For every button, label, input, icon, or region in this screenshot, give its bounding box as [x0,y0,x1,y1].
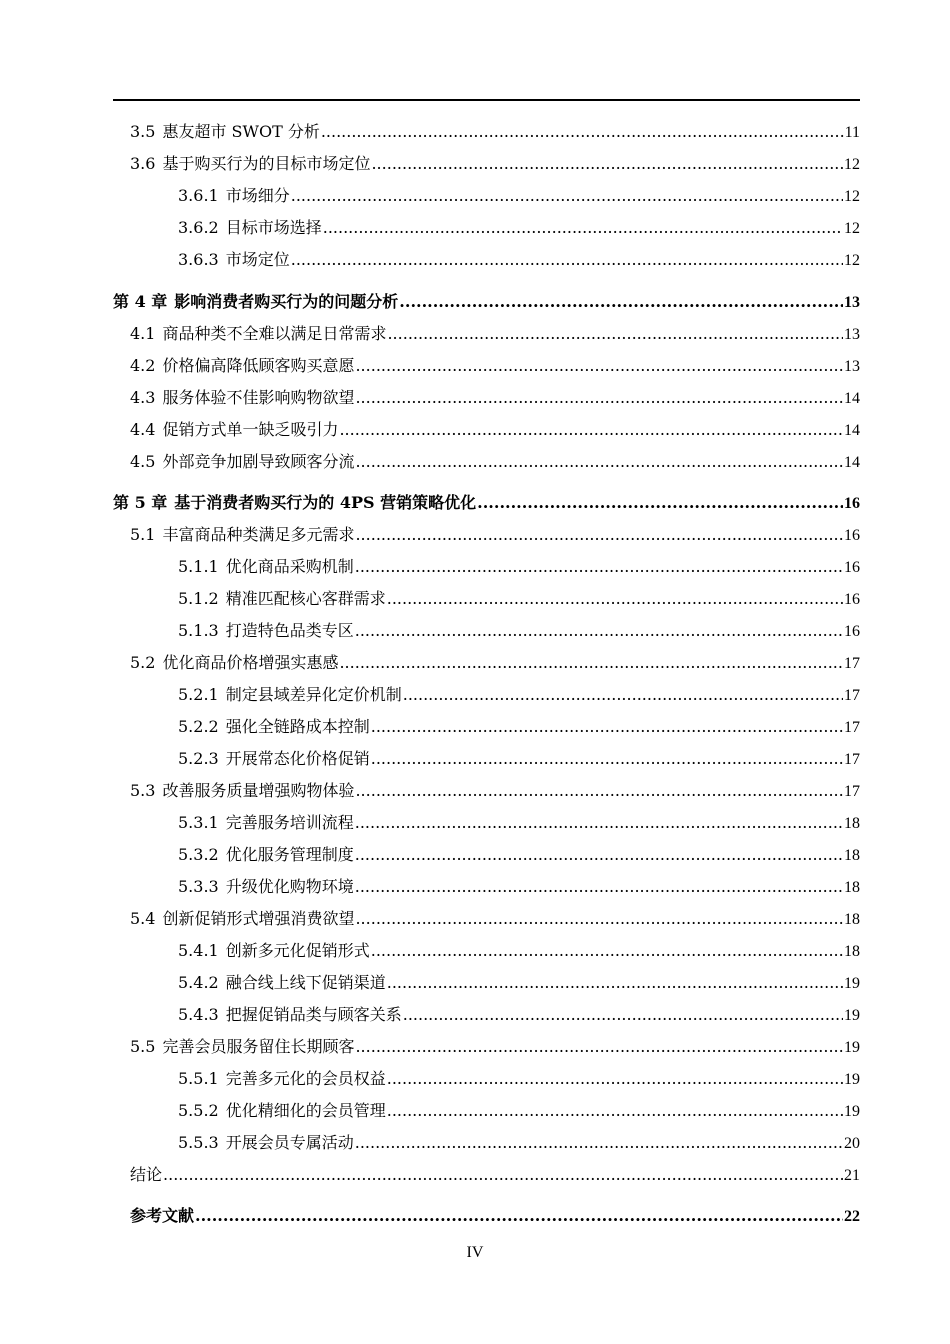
toc-entry-page: 18 [844,815,860,832]
toc-entry-number: 5.4 [130,909,156,928]
toc-entry[interactable] [130,653,860,674]
dot-leader [387,1069,843,1089]
toc-entry-page: 12 [844,188,860,205]
toc-entry-title: 强化全链路成本控制 [225,717,370,736]
dot-leader [355,813,843,833]
toc-entry[interactable] [178,1133,860,1154]
toc-entry[interactable] [178,845,860,866]
dot-leader [323,218,843,238]
toc-entry[interactable] [130,420,860,441]
toc-entry-page: 17 [844,751,860,768]
toc-entry-title: 完善多元化的会员权益 [225,1069,386,1088]
toc-entry-title: 打造特色品类专区 [225,621,354,640]
toc-entry-title: 优化精细化的会员管理 [225,1101,386,1120]
dot-leader [387,973,843,993]
dot-leader [355,356,843,376]
toc-entry[interactable] [130,356,860,377]
dot-leader [355,557,843,577]
toc-entry-number: 5.3.1 [178,813,219,832]
toc-entry-number: 5.5.2 [178,1101,219,1120]
toc-entry-number: 5.4.3 [178,1005,219,1024]
dot-leader [291,186,843,206]
toc-entry-number: 4.5 [130,452,156,471]
toc-entry-number: 3.6.3 [178,250,219,269]
toc-entry-number: 3.6.1 [178,186,219,205]
toc-entry-number: 5.2 [130,653,156,672]
toc-entry-page: 19 [844,1071,860,1088]
toc-entry-page: 18 [844,943,860,960]
toc-entry-title: 价格偏高降低顾客购买意愿 [162,356,355,375]
toc-entry-page: 16 [844,559,860,576]
toc-entry-number: 5.3.2 [178,845,219,864]
toc-entry-number: 5.5.1 [178,1069,219,1088]
toc-entry-title: 基于消费者购买行为的 4PS 营销策略优化 [174,493,477,512]
toc-entry[interactable] [178,941,860,962]
toc-entry[interactable] [178,250,860,271]
toc-entry-title: 完善服务培训流程 [225,813,354,832]
dot-leader [371,154,843,174]
page-footer-number: IV [466,1244,484,1261]
toc-chapter-entry[interactable] [130,1206,860,1227]
toc-chapter-entry[interactable] [113,292,860,313]
dot-leader [387,1101,843,1121]
header-rule [113,99,860,101]
toc-entry[interactable] [130,781,860,802]
toc-entry[interactable] [130,154,860,175]
toc-entry-title: 优化服务管理制度 [225,845,354,864]
toc-entry-title: 影响消费者购买行为的问题分析 [174,292,399,311]
toc-entry-page: 14 [844,422,860,439]
dot-leader [355,909,843,929]
toc-entry-number: 5.5 [130,1037,156,1056]
toc-entry[interactable] [178,717,860,738]
toc-entry[interactable] [178,685,860,706]
toc-entry-page: 17 [844,655,860,672]
toc-entry-title: 市场定位 [225,250,290,269]
toc-entry-title: 外部竞争加剧导致顾客分流 [162,452,355,471]
toc-entry-page: 12 [844,252,860,269]
toc-entry-title: 升级优化购物环境 [225,877,354,896]
toc-entry-page: 19 [844,1007,860,1024]
toc-entry-page: 16 [844,527,860,544]
toc-entry-page: 14 [844,454,860,471]
toc-entry-title: 改善服务质量增强购物体验 [162,781,355,800]
toc-entry-number: 5.1.2 [178,589,219,608]
toc-entry[interactable] [130,1037,860,1058]
toc-entry-number: 5.5.3 [178,1133,219,1152]
toc-entry-number: 5.3 [130,781,156,800]
dot-leader [195,1206,843,1226]
toc-entry-number: 5.4.2 [178,973,219,992]
toc-entry-page: 20 [844,1135,860,1152]
dot-leader [355,621,843,641]
dot-leader [355,845,843,865]
toc-entry-page: 16 [844,495,860,512]
dot-leader [387,589,843,609]
dot-leader [355,388,843,408]
dot-leader [355,781,843,801]
toc-entry-number: 5.2.1 [178,685,219,704]
toc-entry-page: 19 [844,1103,860,1120]
dot-leader [321,122,844,142]
toc-entry-title: 服务体验不佳影响购物欲望 [162,388,355,407]
dot-leader [355,525,843,545]
toc-entry-title: 开展会员专属活动 [225,1133,354,1152]
toc-entry-number: 5.2.3 [178,749,219,768]
toc-entry-page: 18 [844,879,860,896]
dot-leader [371,941,843,961]
toc-entry-title: 市场细分 [225,186,290,205]
toc-entry-number: 3.6.2 [178,218,219,237]
toc-entry-number: 4.4 [130,420,156,439]
dot-leader [355,1133,843,1153]
toc-entry-title: 商品种类不全难以满足日常需求 [162,324,387,343]
dot-leader [355,452,843,472]
toc-entry-page: 21 [844,1167,860,1184]
toc-entry[interactable] [178,589,860,610]
toc-entry-number: 3.6 [130,154,156,173]
toc-entry-page: 17 [844,783,860,800]
toc-entry-page: 17 [844,719,860,736]
dot-leader [371,717,843,737]
toc-entry[interactable] [130,452,860,473]
toc-entry[interactable] [178,749,860,770]
toc-entry-title: 基于购买行为的目标市场定位 [162,154,371,173]
dot-leader [339,653,843,673]
toc-entry[interactable] [178,973,860,994]
toc-entry-number: 第 5 章 [113,493,168,512]
toc-entry-title: 创新促销形式增强消费欲望 [162,909,355,928]
toc-entry-page: 13 [844,294,860,311]
dot-leader [403,1005,843,1025]
dot-leader [355,877,843,897]
toc-entry-title: 开展常态化价格促销 [225,749,370,768]
toc-entry[interactable] [130,909,860,930]
toc-entry-number: 第 4 章 [113,292,168,311]
toc-entry[interactable] [178,813,860,834]
toc-entry-page: 19 [844,975,860,992]
toc-entry-number: 5.1 [130,525,156,544]
toc-entry[interactable] [178,1005,860,1026]
toc-entry-page: 13 [844,326,860,343]
toc-entry[interactable] [130,525,860,546]
toc-entry-number: 5.4.1 [178,941,219,960]
toc-entry-page: 14 [844,390,860,407]
toc-entry-page: 18 [844,911,860,928]
dot-leader [291,250,843,270]
toc-entry-number: 5.2.2 [178,717,219,736]
toc-entry[interactable] [130,1165,860,1186]
toc-entry-number: 5.1.1 [178,557,219,576]
dot-leader [355,1037,843,1057]
toc-entry-page: 11 [844,124,860,141]
dot-leader [399,292,843,312]
toc-entry[interactable] [178,621,860,642]
toc-entry-title: 目标市场选择 [225,218,322,237]
toc-entry-page: 18 [844,847,860,864]
toc-chapter-entry[interactable] [113,493,860,514]
toc-entry-title: 参考文献 [130,1206,195,1225]
toc-entry-title: 精准匹配核心客群需求 [225,589,386,608]
toc-entry[interactable] [178,1101,860,1122]
toc-entry[interactable] [178,877,860,898]
toc-entry[interactable] [178,1069,860,1090]
toc-entry-number: 5.3.3 [178,877,219,896]
toc-entry-title: 惠友超市 SWOT 分析 [162,122,320,141]
toc-entry[interactable] [178,557,860,578]
dot-leader [403,685,843,705]
toc-entry-page: 16 [844,623,860,640]
toc-entry-title: 制定县域差异化定价机制 [225,685,402,704]
toc-entry-title: 优化商品采购机制 [225,557,354,576]
toc-entry-number: 3.5 [130,122,156,141]
toc-entry-title: 丰富商品种类满足多元需求 [162,525,355,544]
toc-entry-number: 4.3 [130,388,156,407]
toc-entry-title: 优化商品价格增强实惠感 [162,653,339,672]
toc-entry[interactable] [178,186,860,207]
toc-entry-title: 把握促销品类与顾客关系 [225,1005,402,1024]
toc-entry[interactable] [130,324,860,345]
toc-entry-title: 完善会员服务留住长期顾客 [162,1037,355,1056]
toc-entry-number: 5.1.3 [178,621,219,640]
toc-entry-page: 13 [844,358,860,375]
toc-entry[interactable] [130,122,860,143]
toc-entry-page: 19 [844,1039,860,1056]
dot-leader [339,420,843,440]
toc-entry-page: 22 [844,1208,860,1225]
dot-leader [371,749,843,769]
toc-entry[interactable] [178,218,860,239]
toc-entry-title: 促销方式单一缺乏吸引力 [162,420,339,439]
dot-leader [477,493,843,513]
toc-entry-page: 16 [844,591,860,608]
toc-entry-page: 17 [844,687,860,704]
toc-entry-page: 12 [844,220,860,237]
toc-entry-number: 4.2 [130,356,156,375]
toc-entry-title: 结论 [130,1165,163,1184]
dot-leader [387,324,843,344]
toc-entry[interactable] [130,388,860,409]
toc-entry-page: 12 [844,156,860,173]
toc-entry-number: 4.1 [130,324,156,343]
dot-leader [163,1165,843,1185]
toc-entry-title: 融合线上线下促销渠道 [225,973,386,992]
toc-entry-title: 创新多元化促销形式 [225,941,370,960]
